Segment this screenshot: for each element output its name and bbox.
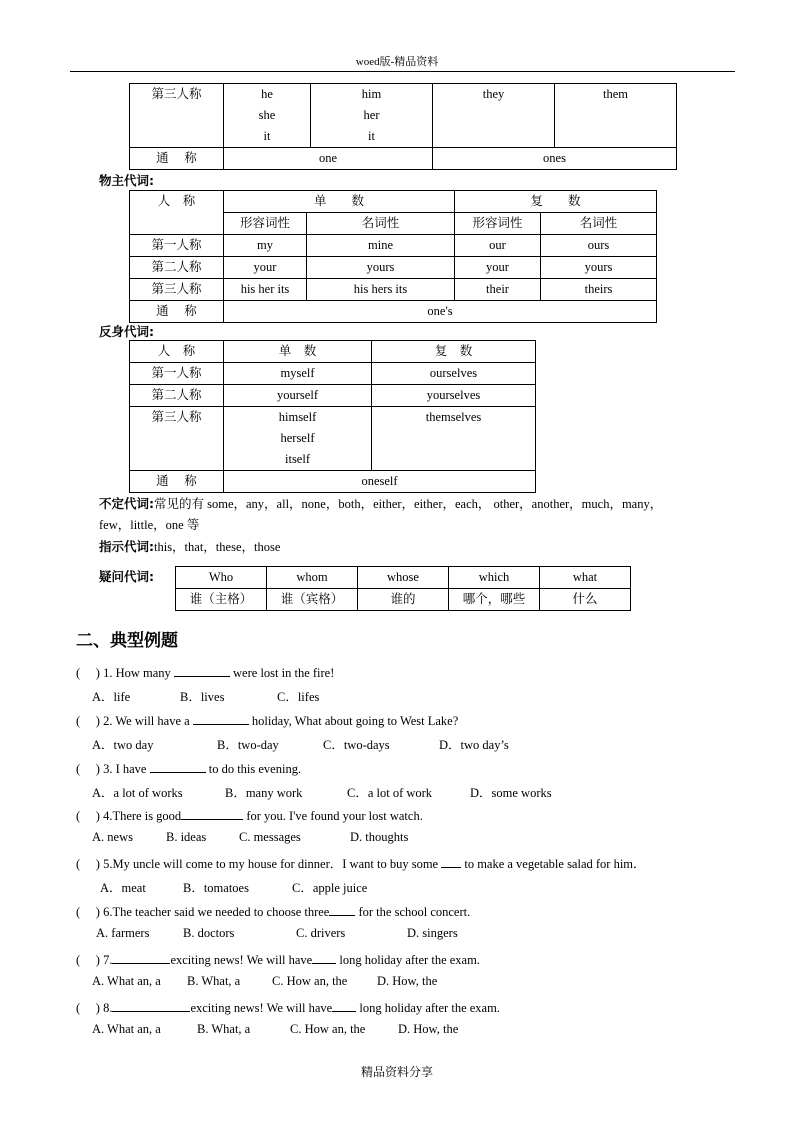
pronoun: she [258,108,276,122]
pronoun: herself [280,431,315,445]
cell: yours [307,257,455,279]
row-label: 第一人称 [130,235,224,257]
answer-blank[interactable] [193,713,249,725]
header-divider [70,71,735,72]
row-label: 第二人称 [130,257,224,279]
page-header: woed版-精品资料 [355,56,439,68]
header-person: 人 称 [130,341,224,363]
general-singular: one [224,148,433,170]
answer-blank[interactable] [112,1000,190,1012]
answer-blank[interactable] [181,808,243,820]
indefinite-line-2: few，little，one 等 [99,518,200,532]
cell: your [224,257,307,279]
option-c: C．two-days [323,738,390,752]
cell: what [540,567,631,589]
demonstrative-text: this，that，these，those [154,540,281,554]
possessive-pronoun-table [129,190,657,323]
option-b: B. ideas [166,830,207,844]
cell: themselves [372,407,536,471]
interrogative-label: 疑问代词: [99,569,154,584]
option-a: A．meat [100,881,146,895]
answer-blank[interactable] [150,761,206,773]
option-a: A. farmers [96,926,150,940]
possessive-title: 物主代词: [99,173,154,188]
option-a: A. What an, a [92,1022,161,1036]
answer-blank[interactable] [329,904,355,916]
object-pronoun-cell [311,84,433,148]
cell: his hers its [307,279,455,301]
answer-blank[interactable] [312,952,336,964]
pronoun: himself [278,410,317,424]
cell: your [455,257,541,279]
question-7 [76,950,480,968]
demonstrative-label: 指示代词: [99,539,154,554]
answer-blank[interactable] [441,856,461,868]
cell: ours [541,235,657,257]
question-text: long holiday after the exam. [336,953,480,967]
question-text: for the school concert. [355,905,471,919]
cell: 谁（宾格） [267,589,358,611]
indefinite-label: 不定代词: [99,496,154,511]
answer-blank[interactable] [174,665,230,677]
option-d: D．two day’s [439,738,509,752]
header-plural: 复 数 [372,341,536,363]
cell: whose [358,567,449,589]
cell: mine [307,235,455,257]
cell: yourself [224,385,372,407]
question-2 [76,711,458,729]
header-plural: 复 数 [455,191,657,213]
general-label: 通 称 [130,301,224,323]
question-text: ( ) 8. [76,1001,113,1015]
option-c: C. messages [239,830,301,844]
general-value: oneself [224,471,536,493]
general-value: one's [224,301,657,323]
row-label: 第三人称 [130,279,224,301]
cell: 哪个，哪些 [449,589,540,611]
plural-subject-cell: they [433,84,555,148]
question-text: exciting news! We will have [170,953,313,967]
table-row [176,589,631,611]
cell: 什么 [540,589,631,611]
interrogative-pronoun-table [175,566,631,611]
pronoun: he [261,87,273,101]
option-c: C．a lot of work [347,786,433,800]
personal-pronoun-table [129,83,677,170]
cell: our [455,235,541,257]
cell: 谁（主格） [176,589,267,611]
cell: his her its [224,279,307,301]
row-label: 第二人称 [130,385,224,407]
question-5 [76,854,646,872]
question-text: to do this evening. [205,762,302,776]
question-text: ( ) 2. We will have a [76,714,193,728]
option-b: B．two-day [217,738,279,752]
header-adjectival: 形容词性 [224,213,307,235]
question-8 [76,998,500,1016]
table-row [130,235,657,257]
question-text: to make a vegetable salad for him． [461,857,646,871]
question-text: ( ) 7. [76,953,113,967]
question-text: for you. I've found your lost watch. [243,809,423,823]
cell: whom [267,567,358,589]
option-c: C. drivers [296,926,346,940]
question-3 [76,759,301,777]
plural-object-cell: them [555,84,677,148]
cell [224,407,372,471]
header-adjectival: 形容词性 [455,213,541,235]
pronoun: him [361,87,382,101]
cell: yourselves [372,385,536,407]
row-label: 第三人称 [130,407,224,471]
header-person: 人 称 [130,191,224,235]
option-b: B．tomatoes [183,881,249,895]
third-person-label: 第三人称 [130,84,224,148]
option-d: D. singers [407,926,458,940]
header-nominal: 名词性 [541,213,657,235]
demonstrative-line [99,537,280,555]
header-singular: 单 数 [224,341,372,363]
option-d: D. How, the [377,974,438,988]
question-text: ( ) 3. I have [76,762,150,776]
cell: Who [176,567,267,589]
option-b: B．lives [180,690,225,704]
general-label: 通 称 [130,471,224,493]
question-4 [76,806,423,824]
option-d: D. thoughts [350,830,409,844]
subject-pronoun-cell [224,84,311,148]
option-c: C. How an, the [272,974,348,988]
cell: yours [541,257,657,279]
cell: their [455,279,541,301]
indefinite-line-1 [99,494,662,512]
option-a: A. What an, a [92,974,161,988]
cell: 谁的 [358,589,449,611]
question-text: ( ) 6.The teacher said we needed to choose three [76,905,330,919]
question-6 [76,902,470,920]
question-text: exciting news! We will have [190,1001,333,1015]
answer-blank[interactable] [332,1000,356,1012]
reflexive-pronoun-table [129,340,536,493]
question-text: were lost in the fire! [229,666,335,680]
general-label: 通 称 [130,148,224,170]
cell: theirs [541,279,657,301]
option-d: D．some works [470,786,552,800]
table-row [130,407,536,471]
header-singular: 单 数 [224,191,455,213]
table-row [176,567,631,589]
option-a: A．a lot of works [92,786,183,800]
question-text: ( ) 4.There is good [76,809,182,823]
table-row [130,385,536,407]
pronoun: it [263,129,271,143]
cell: ourselves [372,363,536,385]
option-d: D. How, the [398,1022,459,1036]
option-c: C. How an, the [290,1022,366,1036]
reflexive-title: 反身代词: [99,324,154,339]
option-c: C．lifes [277,690,320,704]
pronoun: itself [285,452,310,466]
question-text: long holiday after the exam. [356,1001,500,1015]
pronoun: her [363,108,380,122]
option-b: B．many work [225,786,303,800]
answer-blank[interactable] [112,952,170,964]
cell: myself [224,363,372,385]
option-a: A．two day [92,738,154,752]
question-text: ( ) 1. How many [76,666,174,680]
cell: which [449,567,540,589]
option-b: B. doctors [183,926,235,940]
cell: my [224,235,307,257]
question-text: holiday, What about going to West Lake? [248,714,459,728]
question-text: ( ) 5.My uncle will come to my house for dinner．I want to buy some [76,857,442,871]
option-b: B. What, a [197,1022,251,1036]
table-row [130,257,657,279]
option-a: A．life [92,690,131,704]
indefinite-text: 常见的有 some，any，all，none，both，either，either，each， other，another，much，many， [154,497,663,511]
row-label: 第一人称 [130,363,224,385]
header-nominal: 名词性 [307,213,455,235]
option-c: C．apple juice [292,881,368,895]
general-plural: ones [433,148,677,170]
option-b: B. What, a [187,974,241,988]
page-footer: 精品资料分享 [360,1065,433,1079]
section-title: 二、典型例题 [76,631,178,651]
question-1 [76,663,334,681]
table-row [130,279,657,301]
option-a: A. news [92,830,133,844]
table-row [130,363,536,385]
pronoun: it [368,129,375,143]
